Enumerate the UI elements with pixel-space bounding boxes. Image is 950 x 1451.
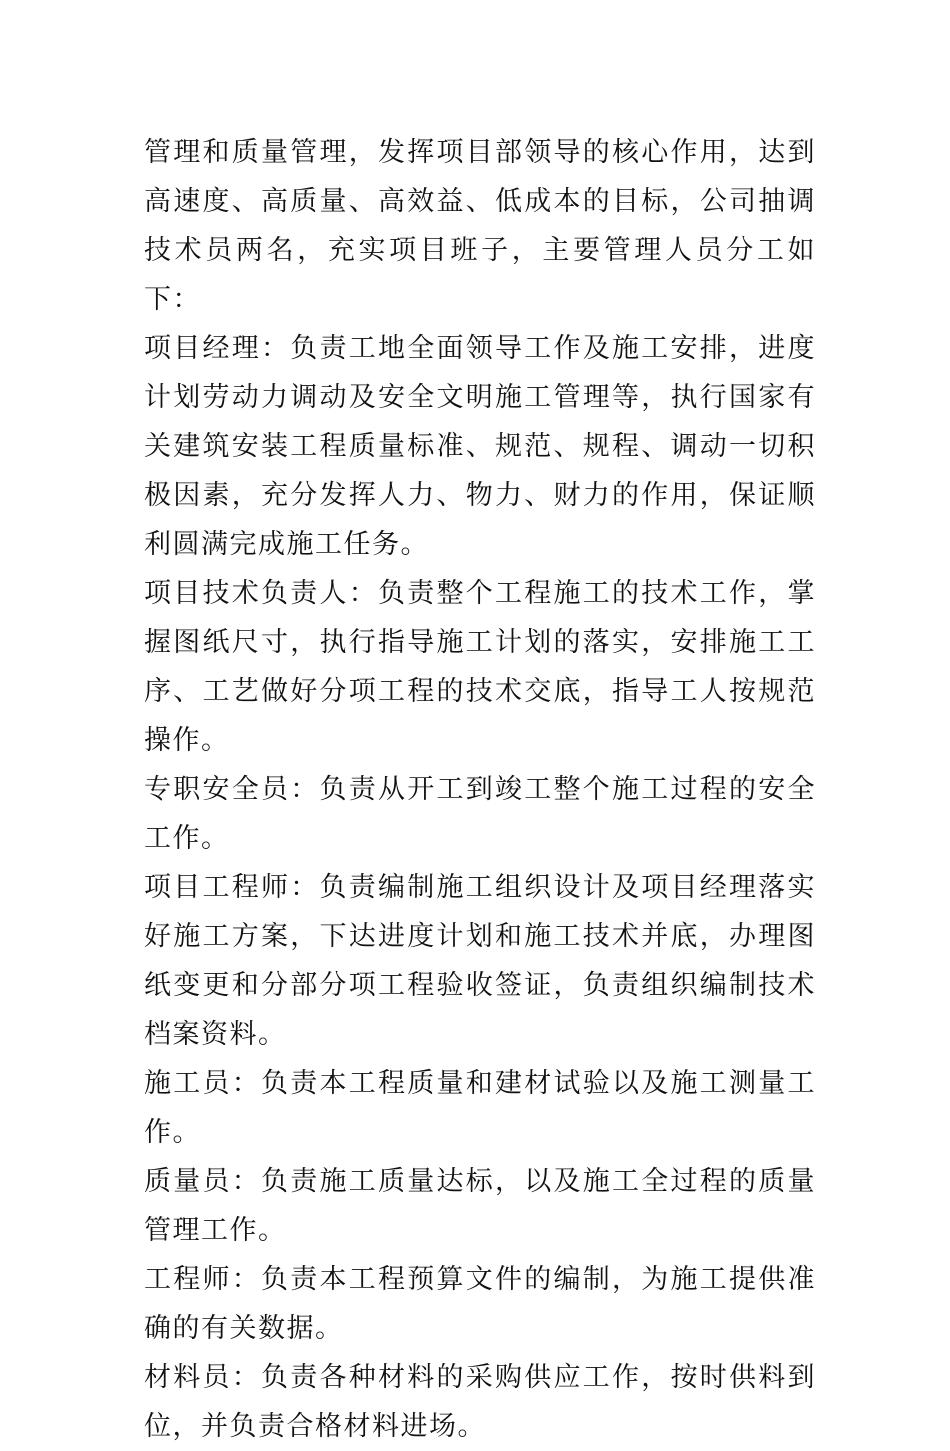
paragraph-technical-lead: 项目技术负责人：负责整个工程施工的技术工作，掌握图纸尺寸，执行指导施工计划的落实，安排施工工序、工艺做好分项工程的技术交底，指导工人按规范操作。 [144,578,816,756]
paragraph-intro: 管理和质量管理，发挥项目部领导的核心作用，达到高速度、高质量、高效益、低成本的目标，公司抽调技术员两名，充实项目班子，主要管理人员分工如下： [144,137,816,315]
paragraph-engineer: 工程师：负责本工程预算文件的编制，为施工提供准确的有关数据。 [144,1264,816,1344]
paragraph-construction-worker: 施工员：负责本工程质量和建材试验以及施工测量工作。 [144,1068,816,1148]
paragraph-materials-officer: 材料员：负责各种材料的采购供应工作，按时供料到位，并负责合格材料进场。 [144,1362,816,1442]
document-body [144,128,816,1451]
paragraph-quality-officer: 质量员：负责施工质量达标，以及施工全过程的质量管理工作。 [144,1166,816,1246]
paragraph-safety-officer: 专职安全员：负责从开工到竣工整个施工过程的安全工作。 [144,774,816,854]
paragraph-project-manager: 项目经理：负责工地全面领导工作及施工安排，进度计划劳动力调动及安全文明施工管理等，执行国家有关建筑安装工程质量标准、规范、规程、调动一切积极因素，充分发挥人力、物力、财力的作用，保证顺利圆满完成施工任务。 [144,333,816,560]
paragraph-project-engineer: 项目工程师：负责编制施工组织设计及项目经理落实好施工方案，下达进度计划和施工技术并底，办理图纸变更和分部分项工程验收签证，负责组织编制技术档案资料。 [144,872,816,1050]
